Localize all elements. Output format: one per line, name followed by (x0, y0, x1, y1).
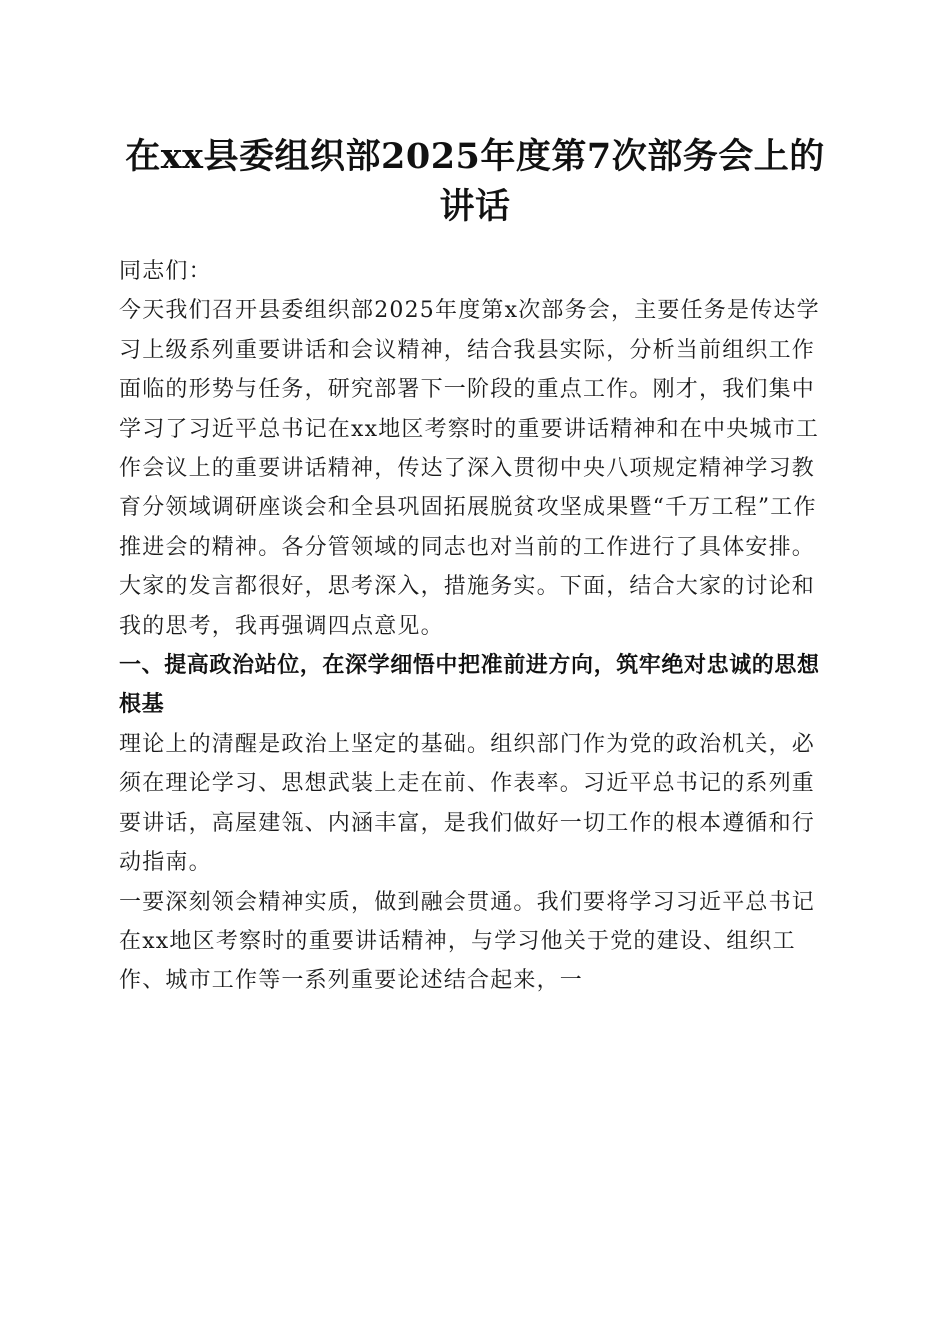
paragraph-point-1: 一要深刻领会精神实质，做到融会贯通。我们要将学习习近平总书记在xx地区考察时的重要讲话精神，与学习他关于党的建设、组织工作、城市工作等一系列重要论述结合起来，一 (119, 889, 816, 994)
document-title (100, 132, 850, 232)
title-line-2: 讲话 (439, 186, 511, 227)
section-heading-1: 一、提高政治站位，在深学细悟中把准前进方向，筑牢绝对忠诚的思想根基 (119, 653, 820, 718)
salutation: 同志们： (119, 259, 212, 284)
document-body (119, 252, 834, 1001)
paragraph-section-1: 理论上的清醒是政治上坚定的基础。组织部门作为党的政治机关，必须在理论学习、思想武装上走在前、作表率。习近平总书记的系列重要讲话，高屋建瓴、内涵丰富，是我们做好一切工作的根本遵循和行动指南。 (119, 731, 816, 876)
title-line-1: 在xx县委组织部2025年度第7次部务会上的 (125, 136, 825, 177)
paragraph-intro: 今天我们召开县委组织部2025年度第x次部务会，主要任务是传达学习上级系列重要讲话和会议精神，结合我县实际，分析当前组织工作面临的形势与任务，研究部署下一阶段的重点工作。刚才，我们集中学习了习近平总书记在xx地区考察时的重要讲话精神和在中央城市工作会议上的重要讲话精神，传达了深入贯彻中央八项规定精神学习教育分领域调研座谈会和全县巩固拓展脱贫攻坚成果暨“千万工程”工作推进会的精神。各分管领域的同志也对当前的工作进行了具体安排。大家的发言都很好，思考深入，措施务实。下面，结合大家的讨论和我的思考，我再强调四点意见。 (119, 298, 820, 639)
